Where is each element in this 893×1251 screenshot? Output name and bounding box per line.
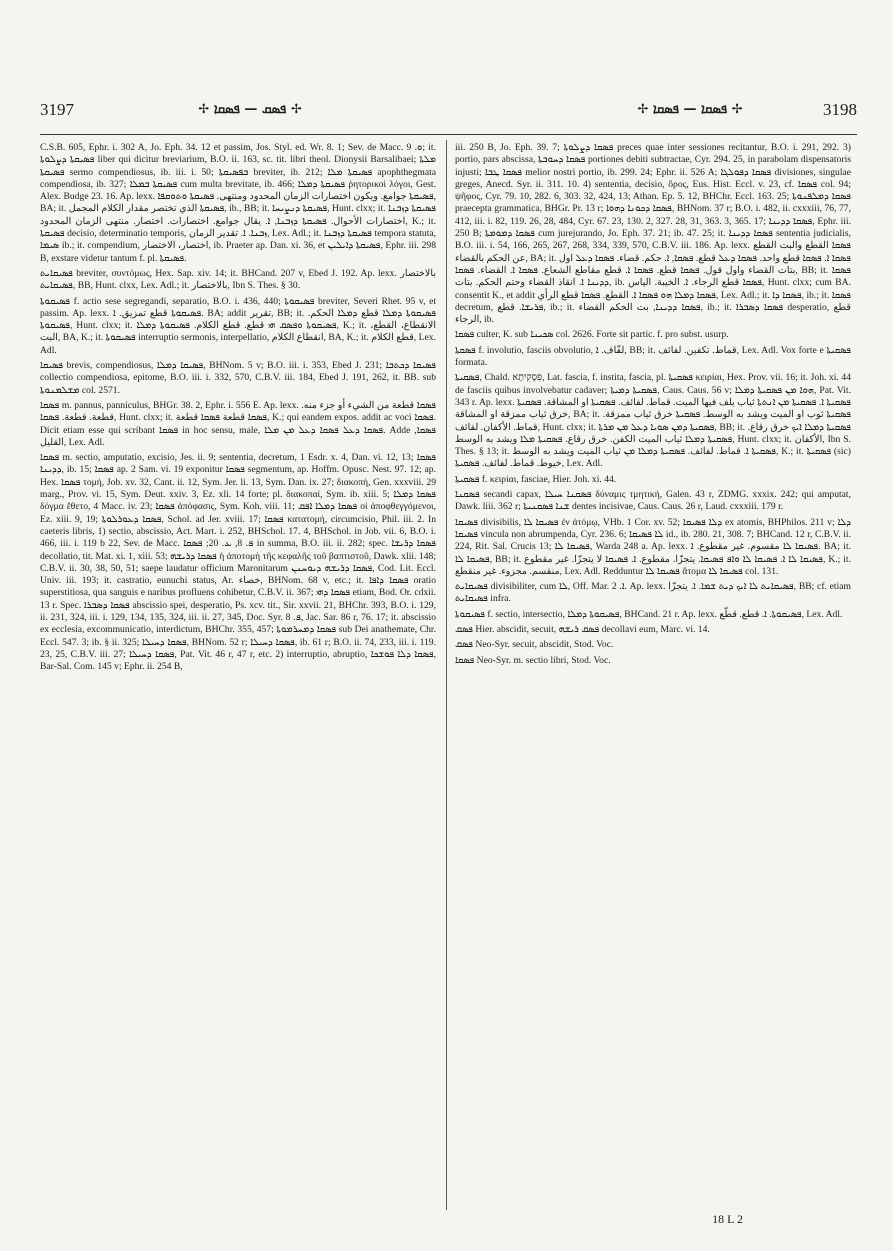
dictionary-entry	[40, 360, 436, 397]
entry-text: ܦܣܝܩܐܝܬ breviter, συντόμως, Hex. Sap. xiv. 14; it. BHCand. 207 v, Ebed J. 192. Ap. lexx. بالاختصار ܦܣܝܩܐܝܬ, BB, Hunt. clxx, Lex. Adl.; it. بالاختصار, Ibn S. Thes. § 30.	[40, 267, 436, 292]
entry-text: ܦܣܩܬܐ f. involutio, fasciis obvolutio, لفّاف. ܐ, BB; it. قماط. تكفين. لفائف, Lex. Adl. Vox forte e ܦܣܩܝܬܐ formata.	[455, 344, 851, 369]
entry-text: ܦܣܩ Hier. abscidit, secuit, ܦܣܩ ܪܝܫܗ decollavi eum, Marc. vi. 14.	[455, 623, 710, 635]
entry-text: ܦܣܩܐ m. pannus, panniculus, BHGr. 38. 2, Ephr. i. 556 E. Ap. lexx. ܦܣܩܐ قطعة من الشيء أو جزء منه. قطعة. قطعة. ܦܣܩܐ, Hunt. clxx; it. ܦܣܩܐ قطعة ܦܣܩܐ قطعة, K.; qui eandem expos. addit ac voci ܦܣܩܐ. Dicit etiam esse qui scribant ܦܣܩܐ in hoc sensu, male, ܦܣܩܐ ܕܥܠ ܦܣܩܐ ܕܥܠ ܡܢ ܡܠܐ. Adde ܦܣܩܐ, القليل, Lex. Adl.	[40, 399, 436, 448]
entry-text: ܦܣܩܐ culter, K. sub ܣܟܝܢܐ col. 2626. Forte sit partic. f. pro subst. usurp.	[455, 329, 729, 341]
dictionary-entry	[40, 296, 436, 357]
dictionary-entry	[455, 581, 851, 606]
dictionary-entry	[455, 329, 851, 341]
dictionary-entry	[455, 142, 851, 326]
entry-text: ܦܣܩܐ m. sectio, amputatio, excisio, Jes. ii. 9; sententia, decretum, 1 Esdr. x. 4, Dan. vi. 12, 13; ܦܣܩܐ ܕܕܝܢܐ, ib. 15; ܦܣܩܐ ap. 2 Sam. vi. 19 exponitur ܦܣܩܐ segmentum, ap. Hoffm. Opusc. Nest. 97. 12; ap. Hex. ܦܣܩܐ τομή, Job. xv. 32, Cant. ii. 12, Sym. Jer. li. 13, Sym. Dan. ix. 27; διακοπή, Gen. xxxviii. 29 marg., Prov. vi. 15, Sym. Deut. xxiv. 3, Ez. xli. 14 forte; pl. διακοπαί, Sym. ib. xiii. 5; ܦܣܩܐ ܕܡܠܐ δόγμα ἔθετο, 4 Macc. iv. 23; ܦܣܩܐ ἀπόφασις, Sym. Koh. viii. 11; ܦܣܩܐ ܕܡܠܐ ܐܦܩ οἱ ἀποφθεγγόμενοι, Ez. xiii. 9, 19; ܦܣܩܐ ܕܥܘܪܠܘܬܐ, Schol. ad Jer. xviii. 17; ܦܣܩܐ κατατομή, circumcisio, Phil. iii. 2. In caeteris libris, 1) sectio, abscissio, Act. Mart. i. 252, BHSchol. 17. 4, BHSchol. in Job. vii. 6, B.O. i. 466, iii. i. 119 b 22, Sev. de Macc. ܦ. 8, ܥ. 20; ܦܣܩܐ in summa, B.O. iii. ii. 282; spec. ܦܣܩܐ ܕܪܝܫܐ decollatio, tit. Mat. xi. 1, xiii. 53; ܦܣܩܐ ܕܪܝܫܗ ἡ ἀποτομὴ τῆς κεφαλῆς τοῦ βαπτιστοῦ, Dawk. xlii. 148; C.B.V. ii. 30, 38, 50, 51; saepe laudatur officium Maronitarum ܦܣܩܐ ܕܪܝܫܗ ܕܝܘܚܢܢ, Cod. Lit. Eccl. Univ. iii. 193; it. castratio, eunuchi status, Ar. خصاء, BHNom. 68 v, etc.; it. ܦܣܩܐ ܕܐܦܐ oratio superstitiosa, qua sanguis e naribus profluens cohibetur, C.B.V. ii. 367; ܦܣܩܐ ܕܗܝ etiam, Bod. Or. cdxii. 13 r. Spec. ܦܣܩܐ ܕܣܒܪܐ abscissio spei, desperatio, Ps. xcv. tit., Sir. xxvii. 21, BHChr. 393, B.O. i. 129, ii. 231, 324, iii. i. 129, 134, 135, 324, iii. ii. 27, 345, Doc. Syr. ܦ. 8, Jac. Sar. 86 r, 76. 17; it. abscissio ex ecclesia, excommunicatio, interdictum, BHChr. 355, 457; ܦܣܩܐ ܕܡܚܪܡܘܬܐ sub Dei anathemate, Chr. Eccl. 547. 3; ib. § ii. 325; ܦܣܩܐ ܕܚܝܠܐ, BHNom. 52 r; ܦܣܩܐ ܕܚܝܠܐ, ib. 61 r; B.O. ii. 74, 233, iii. i. 119. 23, 25, C.B.V. iii. 27; ܦܣܩܐ ܕܚܝܠܐ, Pat. Vit. 46 r, 47 r, etc. 2) interruptio, abruptio, ܦܣܩܐ ܕܠܐ ܦܘܫܟܐ, Bar-Sal. Com. 145 v; Ephr. ii. 254 B,	[40, 452, 436, 673]
entry-text: ܦܣܝܩܘܬܐ f. sectio, intersectio, ܦܣܝܩܘܬܐ ܕܡܠܐ, BHCand. 21 r. Ap. lexx. ܦܣܝܩܘܬܐ. ܐ. قطع. قطّع, Lex. Adl.	[455, 608, 843, 620]
left-column	[40, 142, 436, 1212]
left-running-head: ✢ ܦܣܩ — ܦܣܩܐ ✢	[198, 102, 302, 117]
dictionary-entry	[455, 517, 851, 578]
dictionary-entry	[455, 489, 851, 514]
entry-text: C.S.B. 605, Ephr. i. 302 A, Jo. Eph. 34. 12 et passim, Jos. Styl. ed. Wr. 8. 1; Sev. de Macc. ܘ. 9; it. ܦܣܝܩܬܐ ܕܨܠܘܬܐ liber qui dicitur breviarium, B.O. ii. 163, sc. tit. libri theol. Dionysii Barsalibaei; ܡܠܬܐ ܦܣܝܩܬܐ sermo compendiosus, ib. iii. i. 50; ܒܦܣܝܩܬܐ breviter, ib. 212; ܦܣܝܩܬܐ ܡܠܐ apophthegmata compendiosa, ib. 327; ܦܣܝܩܬܐ ܒܡܠܐ cum multa brevitate, ib. 466; ܦܣܝܩܬܐ ܕܡܠܐ ῥητορικοὶ λόγοι, Gest. Alex. Budge 23. 16. Ap. lexx. ܦܣܝܩܬܐ جوامع. ويكون اختصارات الزمان المحدود ومنتهى. ܦܣܝܩܬܐ ܘܬܘܩܦܐ, BA; it. ܦܣܝܩܬܐ الذي تختصر مقدار الكلام المجمل, ib., BB; it. ܦܣܝܩܬܐ ܕܢܨܝܚܐ, Hunt. clxx; it. ܦܣܝܩܬܐ ܕܙܒܢܐ اختصارات الأحوال. ܦܣܝܩܬܐ ܕܙܒܢܐ, ܐ. يقال جوامع. اختصارات. اختصار. منتهى الزمان المحدود, K.; it. ܦܣܝܩܬܐ decisio, determinatio temporis, ܙܒܢܐ. ܐ. تقدير الزمان, Lex. Adl.; it. ܦܣܝܩܬܐ ܕܙܒܢܐ tempora statuta, ܣܝܡܐ ib.; it. compendium, اختصار، الاختصار, ib. Praeter ap. Dan. xi. 36, et ܦܣܝܩܬܐ ܕܐܝܠܝܢ, Ephr. iii. 298 B, exstare videtur tantum f. pl. ܦܣܝܩܬܐ.	[40, 142, 436, 264]
entry-text: ܦܣܩ Neo-Syr. secuit, abscidit, Stod. Voc.	[455, 639, 614, 651]
entry-text: ܦܣܝܩܐ brevis, compendiosus, ܦܣܝܩܐ ܕܡܠܐ, BHNom. 5 v; B.O. iii. i. 353, Ebed J. 231; ܦܣܝܩܐ ܕܟܬܒܐ collectio compendiosa, epitome, B.O. iii. i. 332, 570, C.B.V. iii. 184, Ebed J. 191, 262, it. BB. sub ܡܫܠܡܢܘܬܐ col. 2571.	[40, 360, 436, 396]
dictionary-entry	[455, 474, 851, 486]
entry-text: ܦܣܩܢܐ secandi capax, ܦܣܩܢܐ ܚܝܠܐ δύναμις τμητική, Galen. 43 r, ZDMG. xxxix. 242; qui amputat, Dawk. liii. 362 r; ܫܢܐ ܦܣܩܢܝܬܐ dentes incisivae, Caus. Caus. 26 r, Laud. cxxxiii. 179 r.	[455, 489, 851, 513]
column-divider	[446, 140, 447, 1210]
dictionary-entry	[40, 268, 436, 293]
signature-mark: 18 L 2	[712, 1212, 743, 1226]
header-rule	[40, 134, 857, 135]
dictionary-entry	[455, 372, 851, 470]
dictionary-entry	[40, 400, 436, 449]
dictionary-entry	[455, 624, 851, 636]
entry-text: ܦܣܝܩܐܝܬ divisibiliter, cum ܠܐ, Off. Mar. ܐ. 2. Ap. lexx. ܦܣܝܩܐܝܬ ܠܐ ܐܝܟ ܕܝܬ ܫܡܐ. ܐ. يتجزّا, BB; cf. etiam ܦܣܝܩܐܝܬ infra.	[455, 581, 851, 605]
right-page-number: 3198	[823, 100, 857, 119]
dictionary-entry	[40, 452, 436, 673]
entry-text: ܦܣܩܐ Neo-Syr. m. sectio libri, Stod. Voc.	[455, 654, 611, 666]
dictionary-entry	[455, 345, 851, 370]
left-page-number: 3197	[40, 100, 74, 119]
right-column	[455, 142, 851, 1212]
entry-text: iii. 250 B, Jo. Eph. 39. 7; ܦܣܩܐ ܕܨܠܘܬܐ preces quae inter sessiones recitantur, B.O. i. 291, 292. 3) portio, pars abscissa, ܦܣܩܐ ܕܚܘܒܬܐ portiones debiti subtractae, Cyr. 294. 25, in parabolam dispensatoris injusti; ܦܣܩܐ ܛܒܐ melior nostri portio, ib. 299. 24; Ephr. ii. 526 A; ܦܣܩܐ ܕܦܘܠܓܐ divisiones, singulae greges, Anecd. Syr. ii. 311. 10. 4) sententia, decisio, ὅρος, Eus. Hist. Eccl. v. 23, cf. ܦܣܩܐ col. 94; ψῆφος, Cyr. 79. 10, 282. 6, 303. 32, 424, 13; Athan. Ep. 5. 12, BHChr. Eccl. 163. 25; ܦܣܩܐ ܕܡܠܦܢܘܬܐ praecepta grammatica, BHGr. Pr. 13 r; ܦܣܩܐ ܕܟܘܢܐ ܕܗܘܐ, BHNom. 37 r; B.O. i. 482, ii. cxxxiii, 76, 77, 412, iii. i. 82, 119. 26, 28, 484, Cyr. 67. 23, 130. 2, 327. 28, 31, 363. 3, 365. 17; ܦܣܩܐ ܕܕܝܢܐ, Ephr. iii. 250 B; ܦܣܩܐ ܕܡܘܡܬܐ cum jurejurando, Jo. Eph. 37. 21; ib. 47. 25; it. ܦܣܩܐ ܕܕܝܢܐ sententia judicialis, B.O. iii. i. 54, 166, 265, 267, 268, 334, 339, 570, C.B.V. iii. 186. Ap. lexx. ܦܣܩܐ القطع والبت القطع عن الحكم بالقضاء, BA; it. ܦܣܩܐ ܐ. ܦܣܩܐ قطع واحد. ܦܣܩܐ ܕܥܠ قطع. ܦܣܩܐ, ܐ. حكم. قضاء. ܦܣܩܐ ܕܥܠ اول بتات القضاء واول قول. ܦܣܩܐ قطع. ܦܣܩܐ ܐ. قطع مقاطع الشعاع. ܦܣܩܐ ܐ. القضاء. ܦܣܩܐ, BB; it. ܦܣܩܐ ܕܕܝܢܐ ܐ. انقاذ القضاء وحتم الحكم. بتات, ib. ܦܣܩܐ قطع الرجاء. ܐ. الخيبة. الياس, Hunt. clxx; cum BA. consentit K., et addit ܦܣܩܐ ܕܡܠܐ ܗܘ ܦܣܩܐ ܐ. القطع. ܦܣܩܐ قطع الرأي, Lex. Adl.; it. ܦܣܩܐ ܕܐ, ib.; it. ܦܣܩܐ decretum, ܦܪܝܫܐ. قطع, ib.; it. ܦܣܩܐ ܕܕܝܢܐ, بت الحكم القضاء, ib.; it. ܦܣܩܐ ܕܣܒܪܐ desperatio, قطع الرجاء, ib.	[455, 142, 851, 326]
dictionary-entry	[455, 639, 851, 651]
dictionary-entry	[40, 142, 436, 265]
dictionary-entry	[455, 609, 851, 621]
entry-text: ܦܣܝܩܐ divisibilis, ܦܣܝܩܐ ܠܐ ἐν ἀτόμῳ, VHb. 1 Cor. xv. 52; ܕܠܐ ܦܣܝܩܐ ex atomis, BHPhilos. 211 v; ܕܠܐ ܦܣܝܩܐ vincula non abrumpenda, Cyr. 236. 6; ܠܐ ܦܣܝܩܐ id., ib. 280. 21, 308. 7; BHCand. 12 r, C.B.V. ii. 224, Rit. Sal. Crucis 13; ܦܣܝܩܐ ܠܐ, Warda 248 a. Ap. lexx. ܦܣܝܩܐ ܠܐ مقسوم. غير مقطوع. ܐ. BA; it. ܦܣܝܩܐ ܠܐ, BB; it. ܦܣܝܩܐ ܠܐ ܐ. ܦܣܝܩܐ ܠܐ ܘܐܦ ܦܣܝܩܐ. يتجزّا. مقطوع. ܐ. ܦܣܝܩܐ لا يتجزّا. غير مقطوع, K.; it. منقسم. مجزوء. غير منقطع, Lex. Adl. Redduntur ܦܣܝܩܐ ܠܐ ἄτομα ܦܣܝܩܐ ܠܐ col. 131.	[455, 516, 851, 577]
entry-text: ܦܣܩܝܬܐ, Chald. פִּסְקִיתָא, Lat. fascia, f. instita, fascia, pl. ܦܣܩܝܬܐ κειρίαι, Hex. Prov. vii. 16; it. Joh. xi. 44 de fasciis quibus involvebatur cadaver; ܦܣܩܝܬܐ ܕܡܝܬܐ, Caus. Caus. 56 v; ܗܘܐ ܡܢ ܦܣܩܝܬܐ ܕܡܠܐ, Pat. Vit. 343 r. Ap. lexx. ܦܣܩܝܬܐ ܐ. ܦܣܩܝܬܐ ܡܢ ܐܢܬܬܐ ثياب يلف فيها الميت. قماط. لفائف. ܦܣܩܝܬܐ او المشاقة. ܦܣܩܝܬܐ خرق ثياب ممزقة او المشاقة, BA; it. ܦܣܩܝܬܐ ثوب او الميت ويشد به الوسط. ܦܣܩܝܬܐ خرق ثياب ممزقة. قماط. الأكفان. لفائف, Hunt. clxx; it. ܦܣܩܝܬܐ ܕܡܢ ܣܘܝܐ ܕܥܠ ܡܢ ܡܪܬܐ, BB; it. ܦܣܩܝܬܐ ܕܡܠܐ ܐܝܟ خرق رقاع. ܦܣܩܝܬܐ ܕܡܠܐ ثياب الميت الكفن. خرق رقاع. ܦܣܩܝܬܐ ܡܠܐ ويشد به الوسط, Hunt. clxx; it. الأكفان, Ibn S. Thes. § 13; it. ܦܣܩܝܬܐ ܐ. قماط. لفائف. ܦܣܩܝܬܐ ܕܡܠܐ ܡܢ ثياب الميت ويشد به الوسط, K.; it. ܦܣܩܝܬܐ (sic) خيوط. قماط. لفائف. ܦܣܩܝܬܐ, Lex. Adl.	[455, 372, 851, 470]
page-header	[40, 100, 857, 126]
dictionary-entry	[455, 655, 851, 667]
right-running-head: ✢ ܦܣܩܐ — ܦܣܩܐ ✢	[637, 102, 743, 117]
entry-text: ܦܣܝܩܘܬܐ f. actio sese segregandi, separatio, B.O. i. 436, 440; ܦܣܝܩܘܬܐ breviter, Severi Rhet. 95 v, et passim. Ap. lexx. ܦܣܝܩܘܬܐ قطع تمزيق. ܐ. BA; addit تقرير, BB; it. ܦܣܝܩܘܬܐ ܕܡܠܐ قطع ܕܡܠܐ الحكم. ܦܣܝܩܘܬܐ, Hunt. clxx; it. ܦܣܝܩܘܬܐ ܘܦܣܩ ܗܝ قطع. قطع الكلام. ܦܣܝܩܘܬܐ ܕܡܠܐ, K.; it. الانقطاع، القطع، البت, BA, K.; it. ܦܣܝܩܘܬܐ interruptio sermonis, interpellatio, انقطاع الكلام, BA, K.; it. قطع الكلام, Lex. Adl.	[40, 295, 436, 356]
entry-text: ܦܣܩܝܬܐ f. κειρίαι, fasciae, Hier. Joh. xi. 44.	[455, 473, 617, 485]
